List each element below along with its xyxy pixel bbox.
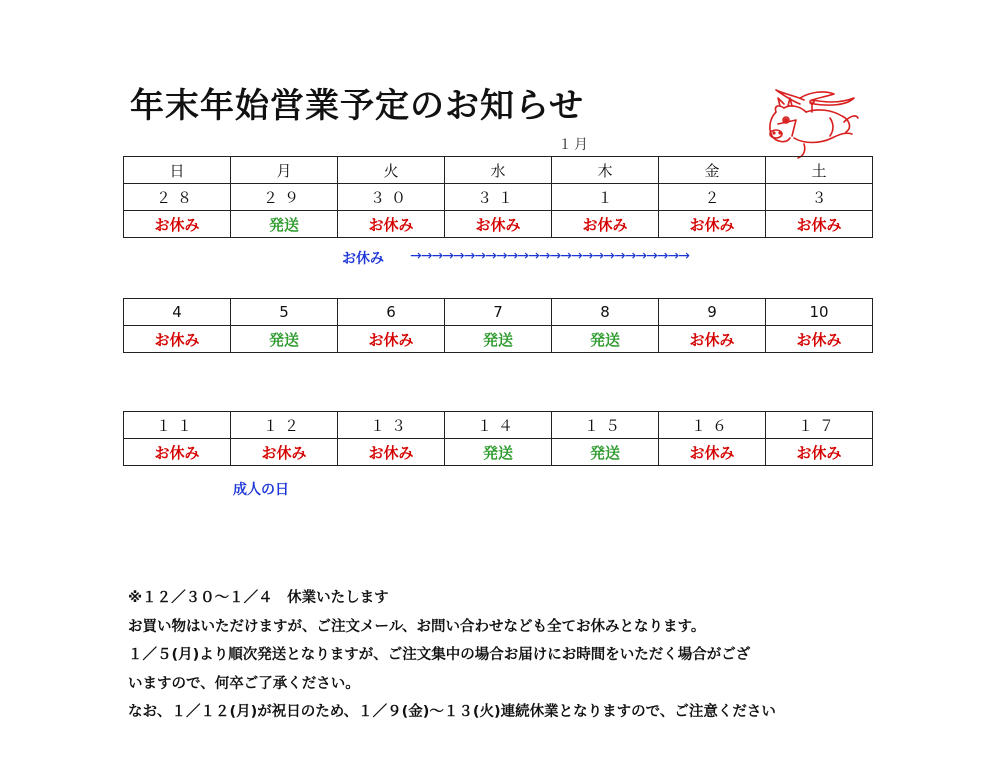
notice-line: いますので、何卒ご了承ください。 xyxy=(128,675,360,692)
date-cell: ３ xyxy=(766,184,873,211)
date-cell: １７ xyxy=(766,412,873,439)
date-cell: 7 xyxy=(445,299,552,326)
date-cell: ２８ xyxy=(124,184,231,211)
date-cell: １１ xyxy=(124,412,231,439)
date-row xyxy=(124,412,873,439)
status-row xyxy=(124,326,873,353)
weekday-mon: 月 xyxy=(231,157,338,184)
holiday-period-label: お休み xyxy=(342,251,384,267)
status-closed: お休み xyxy=(445,211,552,238)
month-label: １月 xyxy=(558,137,590,153)
holiday-period-arrow: →→→→→→→→→→→→→→→→→→→→→→→→→→ xyxy=(410,248,689,264)
status-closed: お休み xyxy=(231,439,338,466)
date-cell: ２ xyxy=(659,184,766,211)
status-closed: お休み xyxy=(659,211,766,238)
date-cell: １４ xyxy=(445,412,552,439)
status-closed: お休み xyxy=(766,326,873,353)
status-closed: お休み xyxy=(338,326,445,353)
weekday-wed: 水 xyxy=(445,157,552,184)
weekday-sat: 土 xyxy=(766,157,873,184)
date-cell: ３１ xyxy=(445,184,552,211)
weekday-header-row xyxy=(124,157,873,184)
notice-line: １／５(月)より順次発送となりますが、ご注文集中の場合お届けにお時間をいただく場合がござ xyxy=(128,647,751,663)
status-shipping: 発送 xyxy=(552,326,659,353)
status-row xyxy=(124,439,873,466)
date-cell: 6 xyxy=(338,299,445,326)
date-cell: １５ xyxy=(552,412,659,439)
weekday-tue: 火 xyxy=(338,157,445,184)
date-cell: １６ xyxy=(659,412,766,439)
helicopter-horse-mascot-icon xyxy=(760,84,860,164)
status-row xyxy=(124,211,873,238)
status-shipping: 発送 xyxy=(445,326,552,353)
status-closed: お休み xyxy=(124,439,231,466)
notice-line: お買い物はいただけますが、ご注文メール、お問い合わせなども全てお休みとなります。 xyxy=(128,618,706,635)
date-cell: １２ xyxy=(231,412,338,439)
date-cell: 5 xyxy=(231,299,338,326)
national-holiday-note: 成人の日 xyxy=(233,482,289,498)
notice-text xyxy=(128,584,776,727)
weekday-sun: 日 xyxy=(124,157,231,184)
weekday-thu: 木 xyxy=(552,157,659,184)
status-shipping: 発送 xyxy=(445,439,552,466)
date-cell: 8 xyxy=(552,299,659,326)
page-title: 年末年始営業予定のお知らせ xyxy=(130,86,584,126)
calendar-week-2 xyxy=(123,298,873,353)
status-closed: お休み xyxy=(766,439,873,466)
status-shipping: 発送 xyxy=(231,326,338,353)
date-cell: １３ xyxy=(338,412,445,439)
status-closed: お休み xyxy=(659,439,766,466)
date-cell: 10 xyxy=(766,299,873,326)
status-shipping: 発送 xyxy=(552,439,659,466)
status-closed: お休み xyxy=(124,326,231,353)
calendar-week-3 xyxy=(123,411,873,466)
date-cell: 4 xyxy=(124,299,231,326)
status-closed: お休み xyxy=(338,439,445,466)
notice-line: ※１２／３０～１／４ 休業いたします xyxy=(128,590,389,606)
status-closed: お休み xyxy=(766,211,873,238)
status-shipping: 発送 xyxy=(231,211,338,238)
date-cell: ３０ xyxy=(338,184,445,211)
notice-line: なお、１／１２(月)が祝日のため、１／９(金)～１３(火)連続休業となりますので、ご注意ください xyxy=(128,704,776,720)
status-closed: お休み xyxy=(659,326,766,353)
status-closed: お休み xyxy=(338,211,445,238)
date-row xyxy=(124,184,873,211)
date-row xyxy=(124,299,873,326)
date-cell: １ xyxy=(552,184,659,211)
weekday-fri: 金 xyxy=(659,157,766,184)
date-cell: 9 xyxy=(659,299,766,326)
status-closed: お休み xyxy=(552,211,659,238)
date-cell: ２９ xyxy=(231,184,338,211)
calendar-week-1 xyxy=(123,156,873,238)
status-closed: お休み xyxy=(124,211,231,238)
